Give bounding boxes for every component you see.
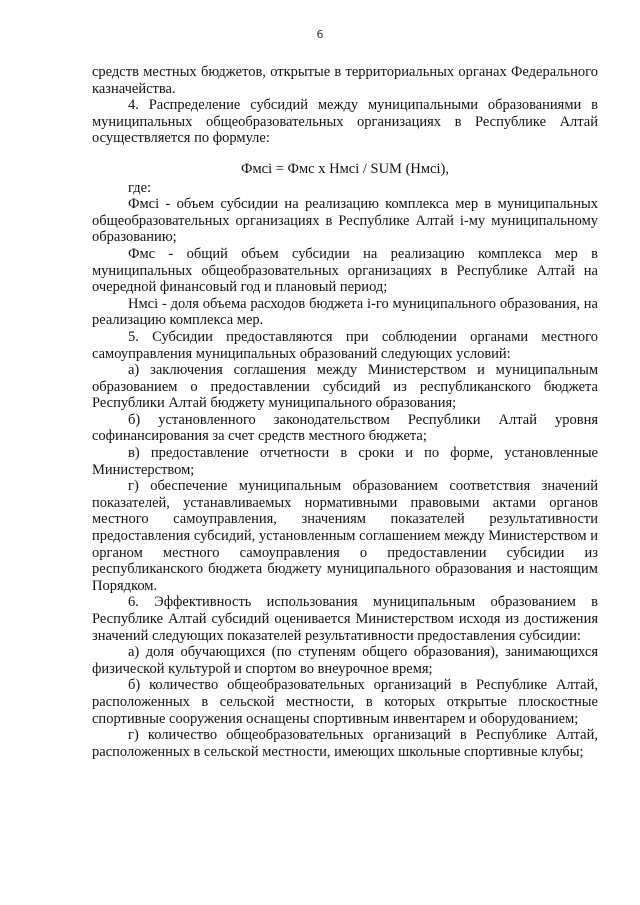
document-body [92, 64, 598, 760]
definition-fms: Фмс - общий объем субсидии на реализацию комплекса мер в муниципальных общеобразовательных организациях в Республике Алтай на очередной финансовый год и плановый период; [92, 245, 598, 296]
definition-nmsi: Нмсi - доля объема расходов бюджета i-го муниципального образования, на реализацию комплекса мер. [92, 295, 598, 329]
indicator-b: б) количество общеобразовательных организаций в Республике Алтай, расположенных в сельской местности, в которых открытые плоскостные спортивные сооружения оснащены спортивным инвентарем и оборудованием; [92, 677, 598, 727]
condition-b: б) установленного законодательством Республики Алтай уровня софинансирования за счет средств местного бюджета; [92, 411, 598, 445]
definition-fmsi: Фмсi - объем субсидии на реализацию комплекса мер в муниципальных общеобразовательных организациях в Республике Алтай i-му муниципальному образованию; [92, 196, 598, 246]
paragraph-continuation: средств местных бюджетов, открытые в территориальных органах Федерального казначейства. [92, 64, 598, 97]
paragraph-item-6: 6. Эффективность использования муниципальным образованием в Республике Алтай субсидий оценивается Министерством исходя из достижения значений следующих показателей результативности предоставления субсидии: [92, 594, 598, 644]
indicator-a: а) доля обучающихся (по ступеням общего образования), занимающихся физической культурой и спортом во внеурочное время; [92, 644, 598, 677]
paragraph-item-5: 5. Субсидии предоставляются при соблюдении органами местного самоуправления муниципальных образований следующих условий: [92, 328, 598, 362]
condition-g: г) обеспечение муниципальным образованием соответствия значений показателей, устанавливаемых нормативными правовыми актами органов местного самоуправления, значениям показателей результативности предоставления субсидий, установленным соглашением между Министерством и органом местного самоуправления о предоставлении субсидии из республиканского бюджета бюджету муниципального образования и настоящим Порядком. [92, 478, 598, 594]
formula: Фмсi = Фмс x Нмсi / SUM (Нмсi), [241, 160, 449, 177]
indicator-g: г) количество общеобразовательных организаций в Республике Алтай, расположенных в сельской местности, имеющих школьные спортивные клубы; [92, 727, 598, 760]
condition-v: в) предоставление отчетности в сроки и по форме, установленные Министерством; [92, 445, 598, 478]
condition-a: а) заключения соглашения между Министерством и муниципальным образованием о предоставлении субсидий из республиканского бюджета Республики Алтай бюджету муниципального образования; [92, 362, 598, 412]
paragraph-item-4: 4. Распределение субсидий между муниципальными образованиями в муниципальных общеобразовательных организациях в Республике Алтай осуществляется по формуле: [92, 97, 598, 147]
formula-where: где: [128, 179, 152, 196]
page-number: 6 [316, 28, 324, 41]
